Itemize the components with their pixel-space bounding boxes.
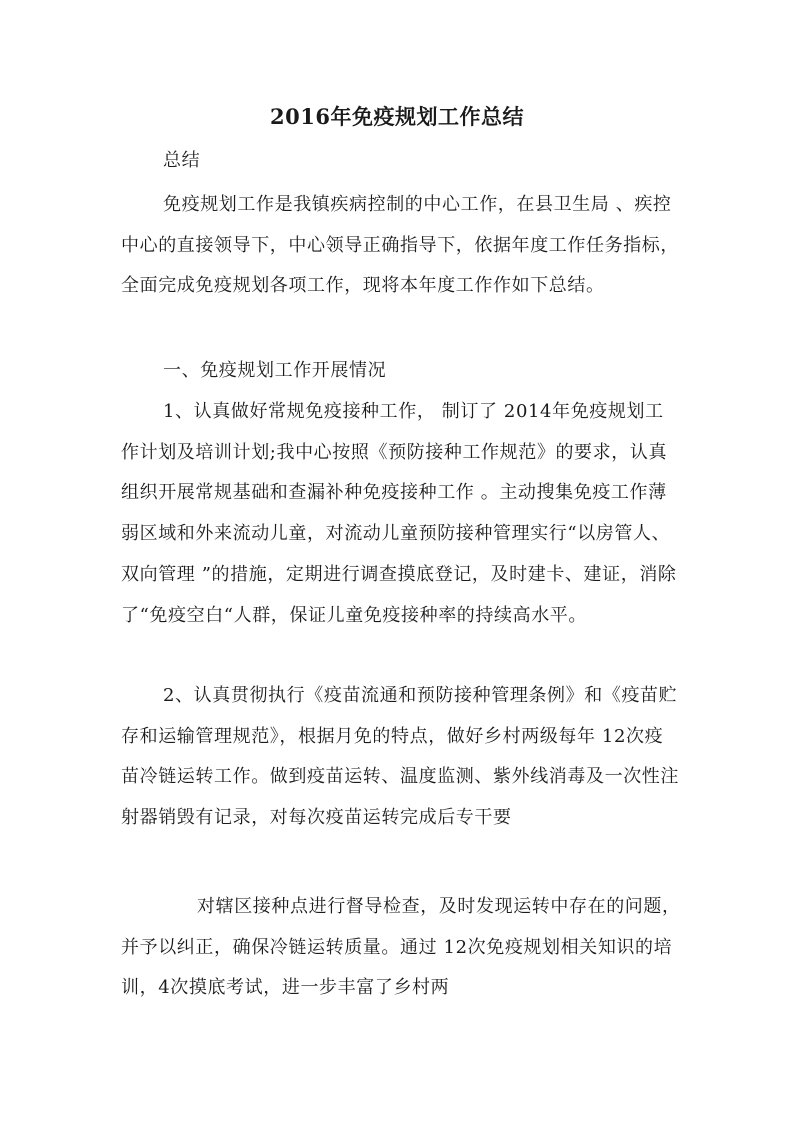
- document-title: 2016年免疫规划工作总结: [270, 104, 524, 129]
- paragraph-item-2: 2、认真贯彻执行《疫苗流通和预防接种管理条例》和《疫苗贮存和运输管理规范》，根据月免的特点，做好乡村两级每年 12次疫苗冷链运转工作。做到疫苗运转、温度监测、紫外线消毒及一次性注射器销毁有记录，对每次疫苗运转完成后专干要: [121, 685, 679, 829]
- section-heading: 一、免疫规划工作开展情况: [163, 360, 387, 381]
- paragraph-intro: 免疫规划工作是我镇疾病控制的中心工作，在县卫生局 、疾控中心的直接领导下，中心领导正确指导下，依据年度工作任务指标，全面完成免疫规划各项工作，现将本年度工作作如下总结。: [121, 194, 679, 297]
- paragraph-continuation: 对辖区接种点进行督导检查，及时发现运转中存在的问题，并予以纠正，确保冷链运转质量。通过 12次免疫规划相关知识的培训，4次摸底考试，进一步丰富了乡村两: [121, 896, 681, 999]
- paragraph-item-1: 1、认真做好常规免疫接种工作， 制订了 2014年免疫规划工作计划及培训计划;我中心按照《预防接种工作规范》的要求，认真组织开展常规基础和查漏补种免疫接种工作 。主动搜集免疫工作薄弱区域和外来流动儿童，对流动儿童预防接种管理实行“以房管人、双向管理 ”的措施，定期进行调查摸底登记，及时建卡、建证，消除了“免疫空白“人群，保证儿童免疫接种率的持续高水平。: [121, 401, 677, 626]
- document-subtitle: 总结: [163, 150, 201, 171]
